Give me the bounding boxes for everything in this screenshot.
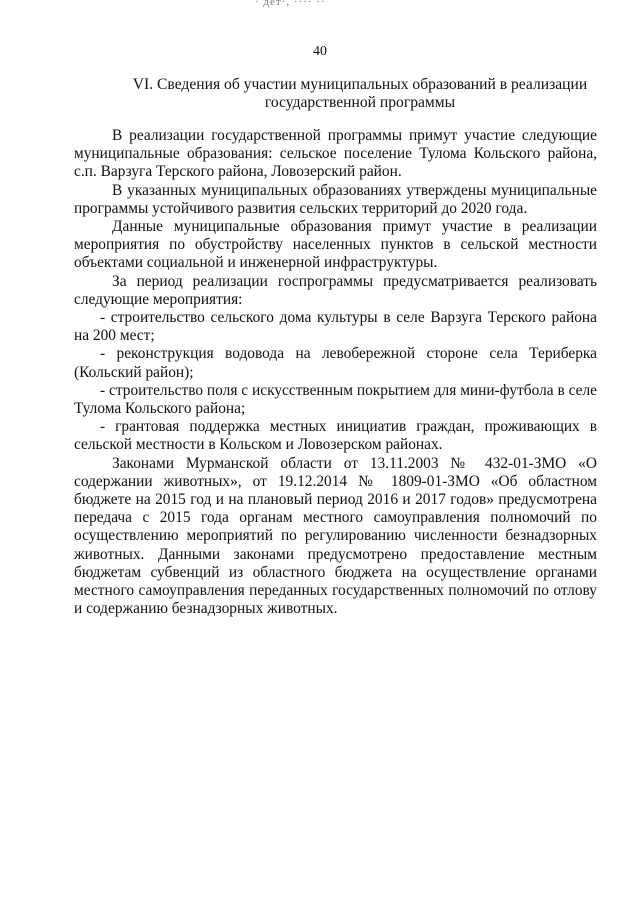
- list-item-culture-house: - строительство сельского дома культуры в селе Варзуга Терского района на 200 мест;: [74, 309, 597, 345]
- section-title-line-2: государственной программы: [264, 94, 456, 111]
- paragraph-laws: Законами Мурманской области от 13.11.2003 № 432-01-ЗМО «О содержании животных», от 19.12.2014 № 1809-01-ЗМО «Об областном бюджете на 2015 год и на плановый период 2016 и 2017 годов» предусмотрена передача с 2015 года органам местного самоуправления полномочий по осуществлению мероприятий по регулированию численности безнадзорных животных. Данными законами предусмотрено предоставление местным бюджетам субвенций из областного бюджета на осуществление органами местного самоуправления переданных государственных полномочий по отлову и содержанию безнадзорных животных.: [74, 454, 597, 618]
- section-title: [100, 76, 620, 112]
- document-body: [74, 127, 597, 618]
- page-number: 40: [313, 44, 327, 59]
- list-item-water-pipeline: - реконструкция водовода на левобережной стороне села Териберка (Кольский район);: [74, 345, 597, 381]
- paragraph-infrastructure: Данные муниципальные образования примут участие в реализации мероприятия по обустройству населенных пунктов в сельской местности объектами социальной и инженерной инфраструктуры.: [74, 218, 597, 272]
- paragraph-municipal-programs: В указанных муниципальных образованиях утверждены муниципальные программы устойчивого развития сельских территорий до 2020 года.: [74, 181, 597, 217]
- list-item-grant-support: - грантовая поддержка местных инициатив граждан, проживающих в сельской местности в Кольском и Ловозерском районах.: [74, 418, 597, 454]
- list-item-football-field: - строительство поля с искусственным покрытием для мини-футбола в селе Тулома Кольского района;: [74, 381, 597, 418]
- section-title-line-1: VI. Сведения об участии муниципальных образований в реализации: [132, 76, 588, 93]
- paragraph-participants: В реализации государственной программы примут участие следующие муниципальные образования: сельское поселение Тулома Кольского района, с.п. Варзуга Терского района, Ловозерский район.: [74, 127, 597, 181]
- header-stamp-text: · дет·, ···· ··: [255, 0, 326, 8]
- paragraph-planned-measures: За период реализации госпрограммы предусматривается реализовать следующие мероприятия:: [74, 272, 597, 308]
